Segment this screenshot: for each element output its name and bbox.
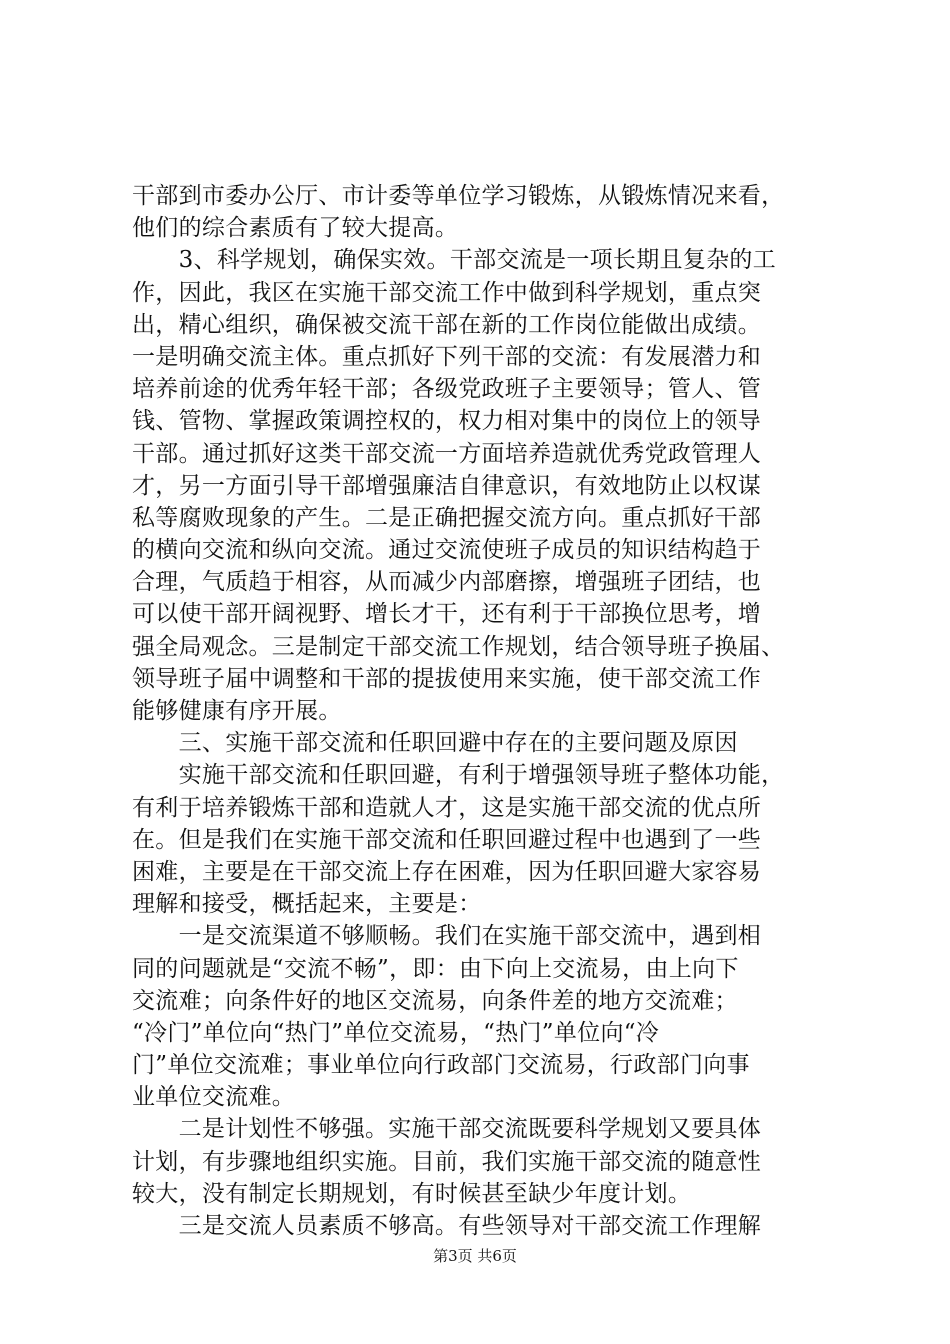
text-line: 出，精心组织，确保被交流干部在新的工作岗位能做出成绩。 (132, 311, 762, 338)
text-line: 困难，主要是在干部交流上存在困难，因为任职回避大家容易 (132, 858, 762, 885)
text-line: 才，另一方面引导干部增强廉洁自律意识，有效地防止以权谋 (132, 472, 762, 499)
text-line: 干部。通过抓好这类干部交流一方面培养造就优秀党政管理人 (132, 440, 762, 467)
text-line: 计划，有步骤地组织实施。目前，我们实施干部交流的随意性 (132, 1148, 762, 1175)
text-line: 三是交流人员素质不够高。有些领导对干部交流工作理解 (132, 1213, 762, 1239)
text-line: 钱、管物、掌握政策调控权的，权力相对集中的岗位上的领导 (132, 408, 762, 435)
text-line: 他们的综合素质有了较大提高。 (132, 215, 459, 242)
text-line: “冷门”单位向“热门”单位交流易，“热门”单位向“冷 (132, 1019, 660, 1046)
text-line: 强全局观念。三是制定干部交流工作规划，结合领导班子换届、 (132, 633, 785, 660)
text-line: 3、科学规划，确保实效。干部交流是一项长期且复杂的工 (132, 247, 777, 274)
text-line: 二是计划性不够强。实施干部交流既要科学规划又要具体 (132, 1116, 762, 1143)
text-line: 作，因此，我区在实施干部交流工作中做到科学规划，重点突 (132, 279, 762, 306)
text-line: 同的问题就是“交流不畅”，即：由下向上交流易，由上向下 (132, 955, 739, 982)
text-line: 的横向交流和纵向交流。通过交流使班子成员的知识结构趋于 (132, 537, 762, 564)
text-line: 一是明确交流主体。重点抓好下列干部的交流：有发展潜力和 (132, 343, 762, 370)
text-line: 较大，没有制定长期规划，有时候甚至缺少年度计划。 (132, 1180, 692, 1207)
section-heading: 三、实施干部交流和任职回避中存在的主要问题及原因 (132, 730, 738, 757)
text-line: 能够健康有序开展。 (132, 698, 342, 724)
text-line: 私等腐败现象的产生。二是正确把握交流方向。重点抓好干部 (132, 504, 762, 531)
text-line: 理解和接受，概括起来，主要是： (132, 891, 482, 918)
text-line: 交流难；向条件好的地区交流易，向条件差的地方交流难； (132, 987, 738, 1014)
text-line: 实施干部交流和任职回避，有利于增强领导班子整体功能， (132, 762, 785, 789)
text-line: 业单位交流难。 (132, 1084, 296, 1111)
text-line: 门”单位交流难；事业单位向行政部门交流易，行政部门向事 (132, 1052, 750, 1079)
text-line: 一是交流渠道不够顺畅。我们在实施干部交流中，遇到相 (132, 923, 762, 950)
document-body (132, 180, 832, 1242)
text-line: 干部到市委办公厅、市计委等单位学习锻炼，从锻炼情况来看， (132, 183, 785, 209)
page-number-footer: 第3页 共6页 (433, 1247, 517, 1265)
text-line: 可以使干部开阔视野、增长才干，还有利于干部换位思考，增 (132, 601, 762, 628)
text-line: 合理，气质趋于相容，从而减少内部磨擦，增强班子团结，也 (132, 569, 762, 596)
text-line: 有利于培养锻炼干部和造就人才，这是实施干部交流的优点所 (132, 794, 762, 821)
text-line: 培养前途的优秀年轻干部；各级党政班子主要领导；管人、管 (132, 376, 762, 403)
text-line: 领导班子届中调整和干部的提拔使用来实施，使干部交流工作 (132, 665, 762, 692)
text-line: 在。但是我们在实施干部交流和任职回避过程中也遇到了一些 (132, 826, 762, 853)
